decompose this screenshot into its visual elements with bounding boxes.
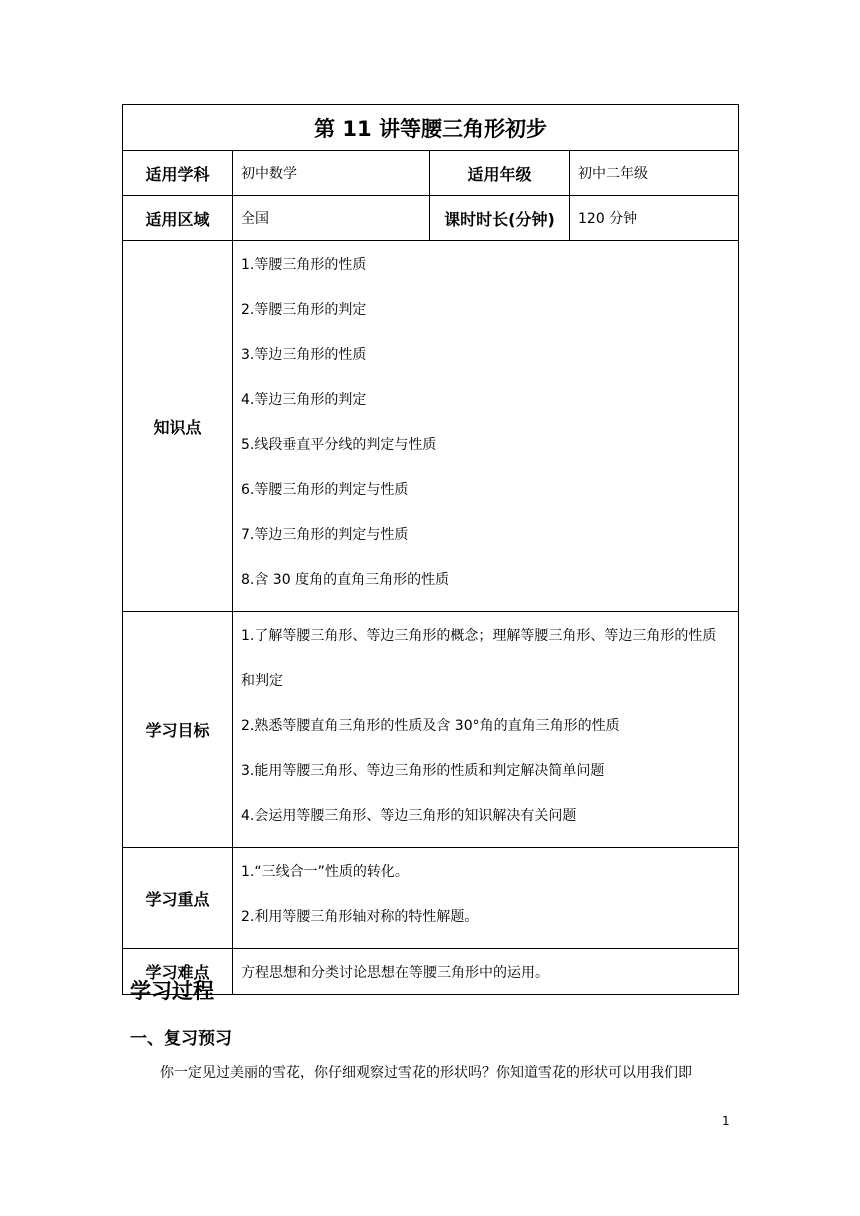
key-point-item: 2.利用等腰三角形轴对称的特性解题。	[241, 909, 479, 925]
knowledge-label: 知识点	[123, 241, 233, 612]
goals-list	[233, 612, 739, 848]
key-points-list	[233, 848, 739, 949]
difficulty-label: 学习难点	[123, 949, 233, 995]
region-label: 适用区域	[123, 196, 233, 241]
knowledge-item: 4.等边三角形的判定	[241, 392, 367, 408]
goals-label: 学习目标	[123, 612, 233, 848]
knowledge-item: 3.等边三角形的性质	[241, 347, 367, 363]
knowledge-item: 7.等边三角形的判定与性质	[241, 527, 409, 543]
knowledge-item: 1.等腰三角形的性质	[241, 257, 367, 273]
review-heading: 一、复习预习	[130, 1029, 232, 1049]
subject-value: 初中数学	[233, 151, 430, 196]
duration-value: 120 分钟	[570, 196, 739, 241]
goal-item: 4.会运用等腰三角形、等边三角形的知识解决有关问题	[241, 808, 577, 824]
knowledge-list	[233, 241, 739, 612]
duration-label: 课时时长(分钟)	[430, 196, 570, 241]
process-heading: 学习过程	[130, 979, 214, 1003]
knowledge-item: 5.线段垂直平分线的判定与性质	[241, 437, 437, 453]
page-number: 1	[722, 1114, 730, 1128]
difficulty-value: 方程思想和分类讨论思想在等腰三角形中的运用。	[233, 949, 739, 995]
lesson-info-table	[122, 104, 739, 995]
intro-paragraph: 你一定见过美丽的雪花，你仔细观察过雪花的形状吗？你知道雪花的形状可以用我们即	[160, 1065, 692, 1081]
goal-item: 1.了解等腰三角形、等边三角形的概念；理解等腰三角形、等边三角形的性质和判定	[241, 628, 717, 689]
key-point-item: 1.“三线合一”性质的转化。	[241, 864, 409, 880]
subject-label: 适用学科	[123, 151, 233, 196]
region-value: 全国	[233, 196, 430, 241]
knowledge-item: 8.含 30 度角的直角三角形的性质	[241, 572, 450, 588]
key-points-label: 学习重点	[123, 848, 233, 949]
lesson-title: 第 11 讲等腰三角形初步	[123, 105, 739, 151]
goal-item: 2.熟悉等腰直角三角形的性质及含 30°角的直角三角形的性质	[241, 718, 620, 734]
knowledge-item: 6.等腰三角形的判定与性质	[241, 482, 409, 498]
grade-label: 适用年级	[430, 151, 570, 196]
goal-item: 3.能用等腰三角形、等边三角形的性质和判定解决简单问题	[241, 763, 605, 779]
grade-value: 初中二年级	[570, 151, 739, 196]
knowledge-item: 2.等腰三角形的判定	[241, 302, 367, 318]
